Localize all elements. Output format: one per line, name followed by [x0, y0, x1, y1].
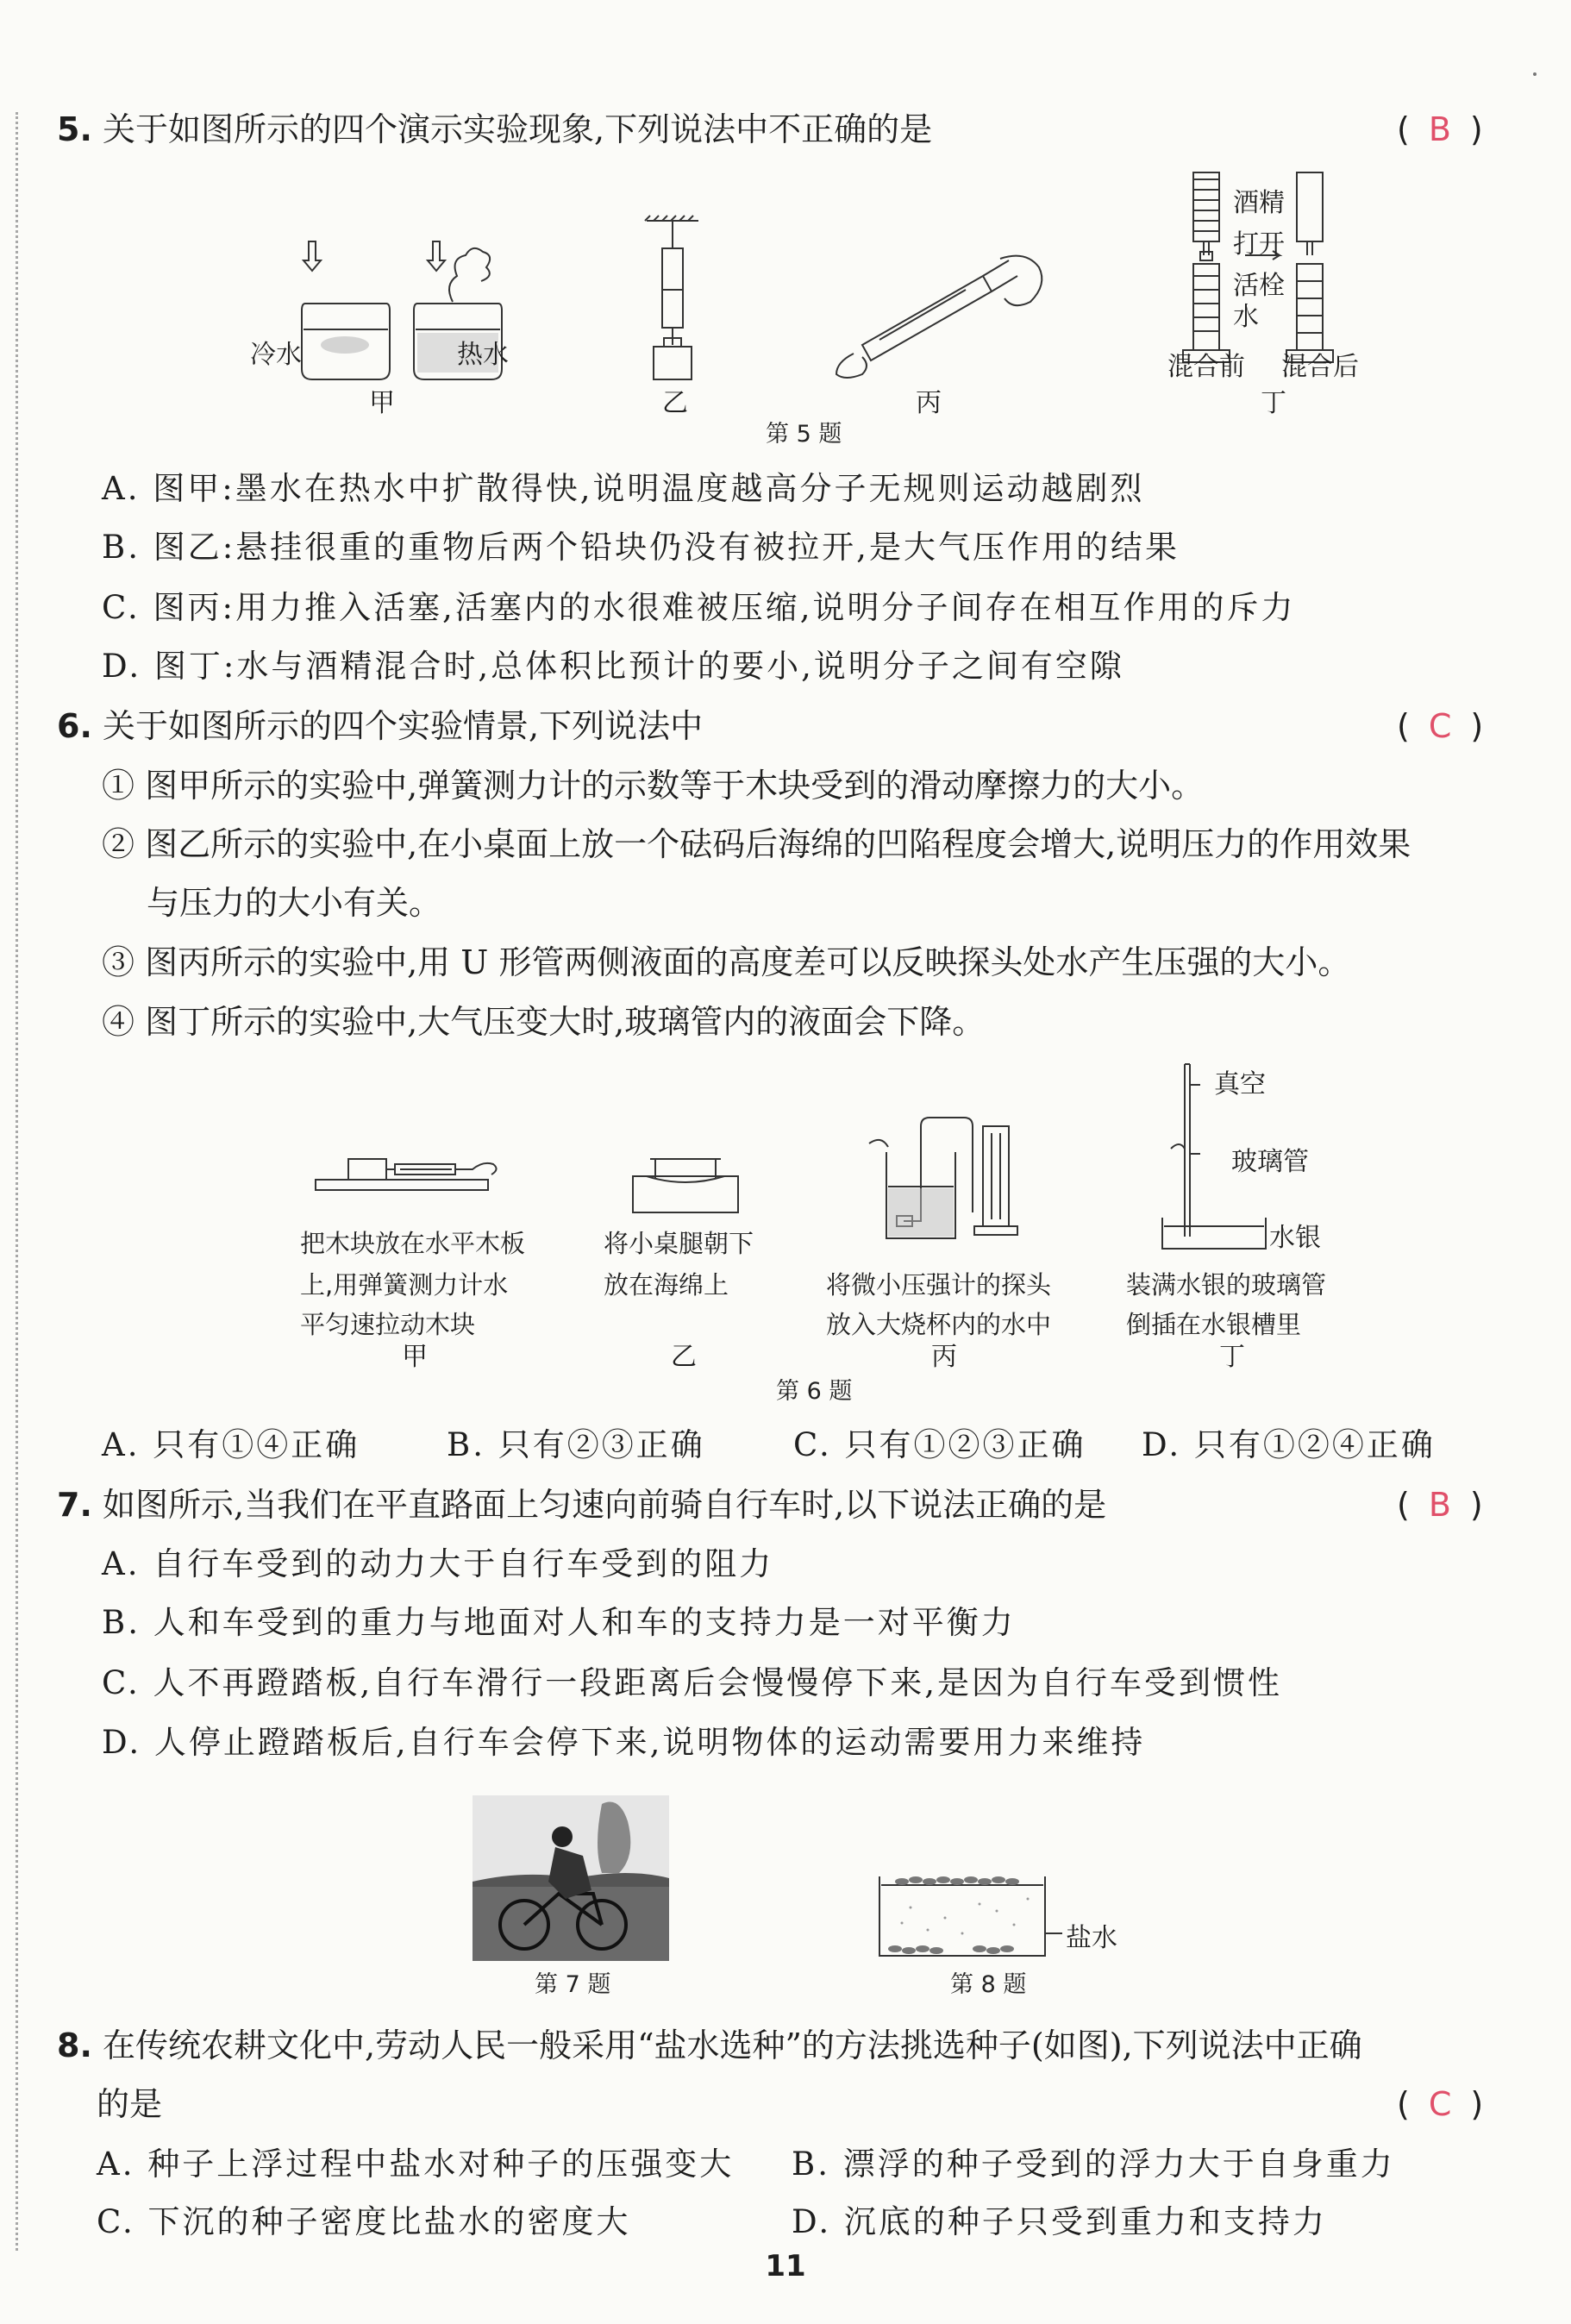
q5-answer-letter: B: [1428, 110, 1451, 148]
q5-number: 5.: [57, 110, 92, 148]
q6-fig-jia-block-board: [310, 1156, 509, 1207]
q8-option-b: B. 漂浮的种子受到的浮力大于自身重力: [792, 2145, 1395, 2183]
q5-fig-bing-syringe: [828, 250, 1043, 379]
corner-dot: [1533, 72, 1537, 76]
q6-option-d: D. 只有①②④正确: [1142, 1426, 1436, 1463]
binding-dotted-rule: [16, 112, 18, 2251]
q5-option-d: D. 图丁:水与酒精混合时,总体积比预计的要小,说明分子之间有空隙: [102, 648, 1124, 685]
q7-option-c: C. 人不再蹬踏板,自行车滑行一段距离后会慢慢停下来,是因为自行车受到惯性: [102, 1664, 1283, 1701]
q6-statement-2: ② 图乙所示的实验中,在小桌面上放一个砝码后海绵的凹陷程度会增大,说明压力的作用效果: [102, 825, 1411, 863]
q6-option-c: C. 只有①②③正确: [793, 1426, 1086, 1463]
q6-option-b: B. 只有②③正确: [447, 1426, 705, 1463]
q5-fig-yi-label: 乙: [662, 388, 688, 418]
q8-stem-text: 在传统农耕文化中,劳动人民一般采用“盐水选种”的方法挑选种子(如图),下列说法中正确: [102, 2026, 1362, 2064]
q6-fig-yi-label: 乙: [671, 1342, 697, 1372]
q8-option-a: A. 种子上浮过程中盐水对种子的压强变大: [97, 2145, 735, 2183]
q6-statement-2-cont: 与压力的大小有关。: [147, 884, 442, 922]
q8-fig-seeds-container: [876, 1873, 1048, 1959]
q6-answer-letter: C: [1428, 707, 1452, 745]
q7-fig-cyclist-photo: [473, 1795, 669, 1961]
q5-fig-water-label: 水: [1233, 302, 1259, 332]
page-number: 11: [765, 2249, 806, 2283]
q6-fig-jia-text-3: 平匀速拉动木块: [300, 1310, 476, 1339]
q5-fig-bing-label: 丙: [916, 388, 942, 418]
q8-number: 8.: [57, 2026, 92, 2064]
q5-stem: [57, 110, 932, 148]
q6-fig-caption: 第 6 题: [776, 1378, 853, 1405]
q6-fig-bing-text-2: 放入大烧杯内的水中: [826, 1310, 1052, 1339]
q8-answer: ( C ): [1397, 2085, 1484, 2123]
q5-fig-alcohol-label: 酒精: [1233, 188, 1285, 218]
q6-fig-jia-text-1: 把木块放在水平木板: [300, 1229, 526, 1258]
q7-number: 7.: [57, 1486, 92, 1524]
q5-fig-after-label: 混合后: [1281, 352, 1359, 382]
q8-stem-line-1: [57, 2026, 1362, 2064]
q6-fig-ding-text-1: 装满水银的玻璃管: [1126, 1270, 1327, 1300]
q8-fig-caption: 第 8 题: [950, 1971, 1027, 1998]
q6-fig-yi-text-2: 放在海绵上: [604, 1270, 729, 1300]
q7-fig-caption: 第 7 题: [535, 1971, 611, 1998]
q6-fig-yi-table-sponge: [629, 1156, 742, 1216]
q6-fig-glass-tube-label: 玻璃管: [1231, 1147, 1309, 1177]
q6-fig-ding-label: 丁: [1219, 1342, 1245, 1372]
q7-stem: [57, 1486, 1106, 1524]
q8-option-c: C. 下沉的种子密度比盐水的密度大: [97, 2203, 631, 2240]
q5-fig-hot-water-label: 热水: [457, 340, 509, 370]
q7-option-a: A. 自行车受到的动力大于自行车受到的阻力: [102, 1545, 774, 1582]
q6-fig-bing-label: 丙: [931, 1342, 957, 1372]
q5-stem-text: 关于如图所示的四个演示实验现象,下列说法中不正确的是: [102, 110, 933, 148]
q6-statement-1: ① 图甲所示的实验中,弹簧测力计的示数等于木块受到的滑动摩擦力的大小。: [102, 767, 1205, 805]
q5-fig-valve-label: 活栓: [1233, 271, 1285, 301]
q7-answer-letter: B: [1428, 1486, 1451, 1524]
q6-fig-yi-text-1: 将小桌腿朝下: [604, 1229, 754, 1258]
q5-fig-jia-label: 甲: [369, 388, 395, 418]
q6-option-a: A. 只有①④正确: [102, 1426, 360, 1463]
q8-stem-line-2: 的是: [97, 2085, 163, 2123]
q5-fig-cold-water-label: 冷水: [250, 340, 302, 370]
q8-fig-salt-water-label: 盐水: [1066, 1923, 1117, 1953]
q7-answer: ( B ): [1397, 1486, 1483, 1524]
q8-answer-letter: C: [1428, 2085, 1452, 2123]
q6-stem-text: 关于如图所示的四个实验情景,下列说法中: [102, 707, 704, 745]
q6-statement-3: ③ 图丙所示的实验中,用 U 形管两侧液面的高度差可以反映探头处水产生压强的大小。: [102, 943, 1351, 981]
q7-stem-text: 如图所示,当我们在平直路面上匀速向前骑自行车时,以下说法正确的是: [102, 1486, 1107, 1524]
q7-option-d: D. 人停止蹬踏板后,自行车会停下来,说明物体的运动需要用力来维持: [102, 1724, 1146, 1761]
q6-fig-bing-pressure-gauge: [862, 1118, 1052, 1247]
q6-stem: [57, 707, 703, 745]
q6-fig-bing-text-1: 将微小压强计的探头: [826, 1270, 1052, 1300]
q5-option-c: C. 图丙:用力推入活塞,活塞内的水很难被压缩,说明分子间存在相互作用的斥力: [102, 589, 1296, 626]
q5-fig-caption: 第 5 题: [766, 421, 842, 448]
q6-fig-vacuum-label: 真空: [1214, 1069, 1266, 1099]
q5-fig-yi-lead-blocks: [638, 216, 707, 388]
q6-fig-jia-label: 甲: [402, 1342, 428, 1372]
q5-fig-ding-label: 丁: [1261, 388, 1286, 418]
q5-option-a: A. 图甲:墨水在热水中扩散得快,说明温度越高分子无规则运动越剧烈: [102, 470, 1145, 507]
q6-answer: ( C ): [1397, 707, 1484, 745]
q6-fig-jia-text-2: 上,用弹簧测力计水: [300, 1270, 509, 1300]
q5-answer: ( B ): [1397, 110, 1483, 148]
q7-option-b: B. 人和车受到的重力与地面对人和车的支持力是一对平衡力: [102, 1604, 1016, 1641]
q6-fig-ding-text-2: 倒插在水银槽里: [1126, 1310, 1302, 1339]
q5-option-b: B. 图乙:悬挂很重的重物后两个铅块仍没有被拉开,是大气压作用的结果: [102, 529, 1180, 566]
q6-number: 6.: [57, 707, 92, 745]
q6-statement-4: ④ 图丁所示的实验中,大气压变大时,玻璃管内的液面会下降。: [102, 1003, 986, 1041]
q5-fig-open-label: 打开: [1233, 229, 1285, 260]
q5-fig-before-label: 混合前: [1167, 352, 1245, 382]
q6-fig-mercury-label: 水银: [1269, 1223, 1321, 1253]
q8-option-d: D. 沉底的种子只受到重力和支持力: [792, 2203, 1327, 2240]
